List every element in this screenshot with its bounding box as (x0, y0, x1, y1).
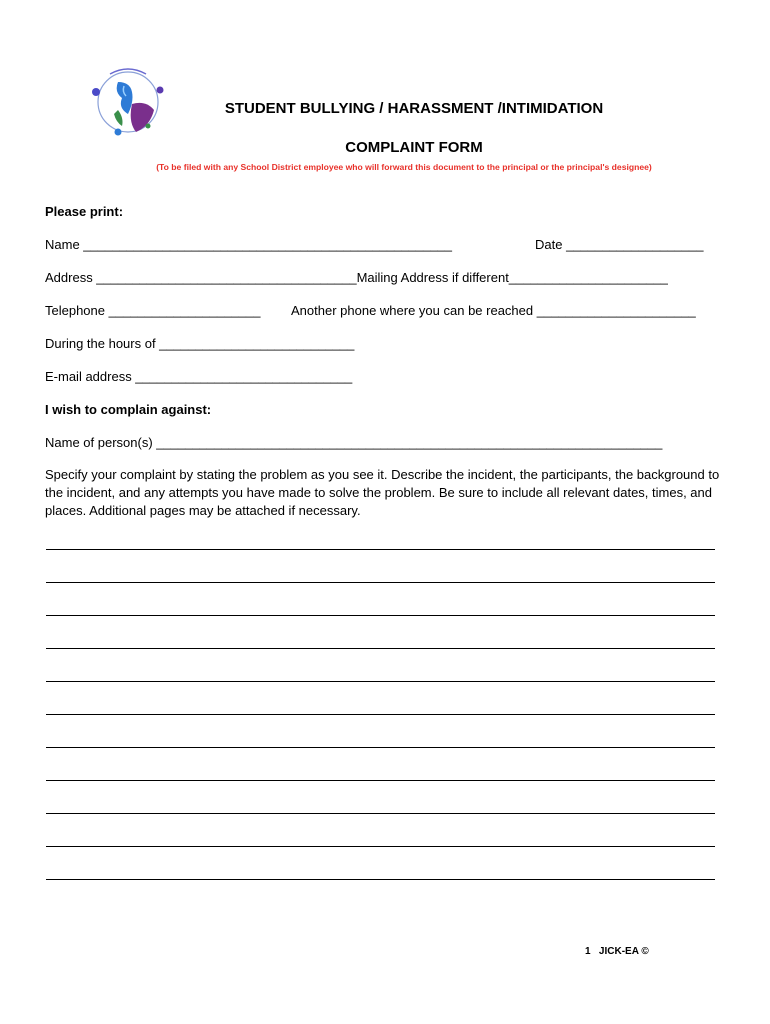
telephone-field[interactable]: Telephone _____________________ (45, 303, 261, 318)
form-subtitle-title: COMPLAINT FORM (345, 139, 483, 156)
date-field[interactable]: Date ___________________ (535, 237, 704, 252)
complaint-line[interactable] (46, 648, 715, 649)
complaint-line[interactable] (46, 879, 715, 880)
complain-against-label: I wish to complain against: (45, 402, 212, 417)
complaint-line[interactable] (46, 846, 715, 847)
page-number: 1 (585, 946, 591, 957)
complaint-line[interactable] (46, 681, 715, 682)
complaint-line[interactable] (46, 813, 715, 814)
document-code: JICK-EA © (598, 946, 649, 957)
complaint-line[interactable] (46, 582, 715, 583)
complaint-line[interactable] (46, 615, 715, 616)
complaint-line[interactable] (46, 747, 715, 748)
complaint-line[interactable] (46, 549, 715, 550)
please-print-label: Please print: (45, 204, 124, 219)
hours-field[interactable]: During the hours of ___________________________ (45, 336, 355, 351)
email-field[interactable]: E-mail address ______________________________ (45, 369, 353, 384)
page-footer (585, 946, 649, 957)
another-phone-field[interactable]: Another phone where you can be reached ______________________ (291, 303, 696, 318)
complaint-line[interactable] (46, 780, 715, 781)
filing-instructions: (To be filed with any School District employee who will forward this document to the principal or the principal's designee) (156, 162, 652, 172)
complaint-line[interactable] (46, 714, 715, 715)
name-field[interactable]: Name ___________________________________________________ (45, 237, 453, 252)
form-title: STUDENT BULLYING / HARASSMENT /INTIMIDATION (224, 100, 604, 117)
address-field[interactable]: Address ____________________________________Mailing Address if different______________________ (45, 270, 668, 285)
complaint-instructions: Specify your complaint by stating the problem as you see it. Describe the incident, the participants, the background to the incident, and any attempts you have made to solve the problem. Be sure to include all relevant dates, times, and places. Additional pages may be attached if necessary. (45, 467, 720, 518)
persons-field[interactable]: Name of person(s) ______________________________________________________________________ (45, 435, 663, 450)
